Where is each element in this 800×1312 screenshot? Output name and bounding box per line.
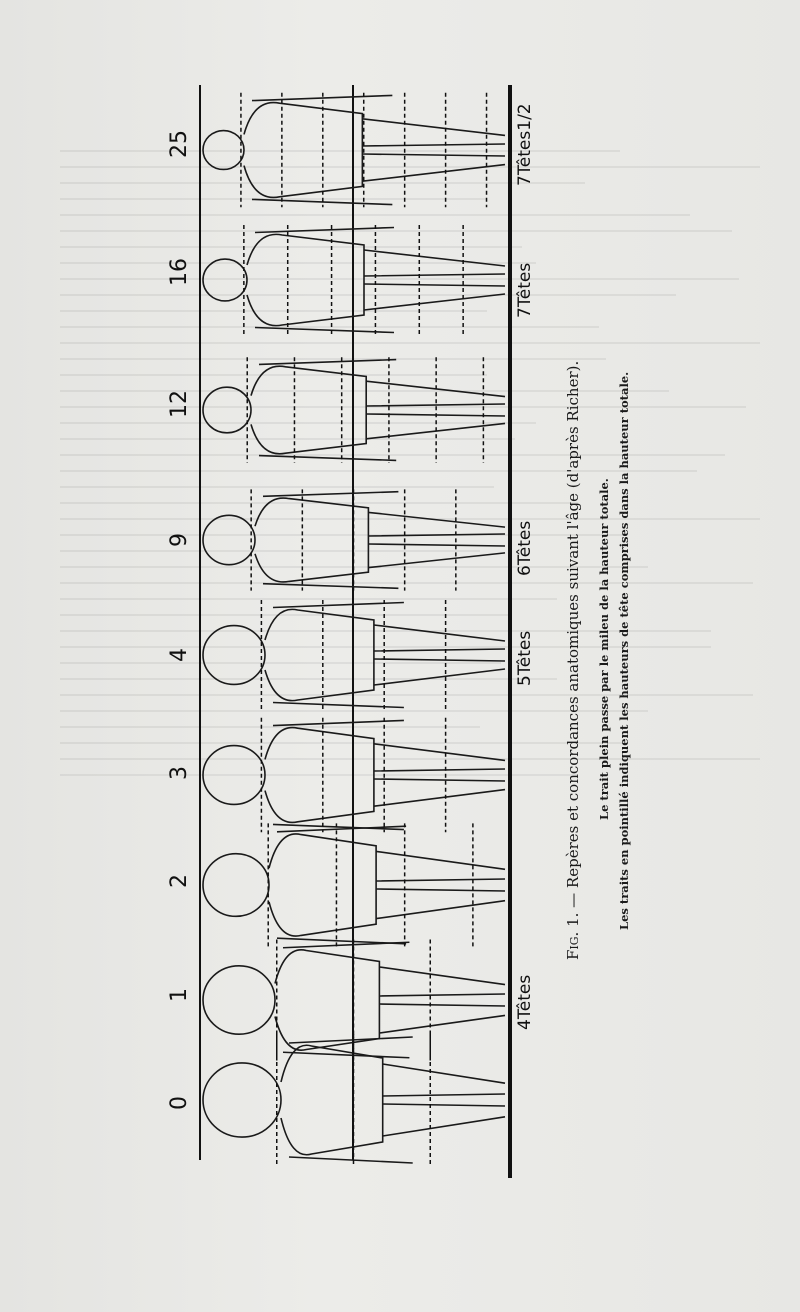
head-outline (203, 515, 255, 564)
age-label-0: 0 (167, 1096, 192, 1110)
torso-outline (251, 366, 366, 454)
caption-line-1: Le trait plein passe par le mileu de la hauteur totale. (597, 478, 611, 820)
arms-outline (259, 360, 396, 461)
torso-outline (247, 234, 364, 325)
age-label-25: 25 (167, 130, 192, 158)
torso-outline (244, 103, 362, 198)
head-outline (203, 966, 275, 1034)
legs-outline (362, 119, 505, 181)
age-label-2: 2 (167, 874, 192, 888)
head-outline (203, 746, 265, 805)
torso-outline (265, 728, 374, 823)
age-label-4: 4 (167, 648, 192, 662)
legs-outline (368, 512, 505, 567)
head-outline (203, 131, 244, 170)
head-count-label-4: 4Têtes (515, 974, 535, 1030)
age-label-16: 16 (167, 258, 192, 286)
head-outline (203, 387, 251, 433)
head-outline (203, 626, 265, 685)
legs-outline (374, 744, 505, 806)
head-count-label-5: 5Têtes (515, 630, 535, 686)
torso-outline (281, 1045, 383, 1155)
head-count-label-7: 7Têtes (515, 262, 535, 318)
legs-outline (364, 250, 505, 310)
torso-outline (255, 498, 368, 582)
caption-fig-prefix: Fig. 1. (564, 912, 582, 960)
arms-outline (255, 228, 394, 333)
torso-outline (275, 950, 379, 1050)
age-label-12: 12 (167, 390, 192, 418)
torso-outline (269, 834, 376, 936)
legs-outline (379, 967, 505, 1033)
head-count-label-7-5: 7Têtes1/2 (515, 103, 535, 186)
legs-outline (383, 1064, 505, 1136)
torso-outline (265, 609, 374, 700)
head-outline (203, 854, 269, 917)
arms-outline (263, 492, 398, 589)
head-count-label-6: 6Têtes (515, 520, 535, 576)
caption-line-2: Les traits en pointillé indiquent les hauteurs de tête comprises dans la hauteur totale. (617, 371, 631, 930)
age-label-3: 3 (167, 766, 192, 780)
age-label-1: 1 (167, 988, 192, 1002)
caption-title-text: Repères et concordances anatomiques suivant l'âge (d'après Richer). (564, 360, 582, 889)
head-outline (203, 259, 247, 301)
legs-outline (376, 851, 505, 918)
age-label-9: 9 (167, 533, 192, 547)
caption-title: Fig. 1. — Repères et concordances anatomiques suivant l'âge (d'après Richer). (564, 360, 582, 960)
head-outline (203, 1063, 281, 1137)
legs-outline (374, 625, 505, 685)
arms-outline (277, 826, 406, 944)
